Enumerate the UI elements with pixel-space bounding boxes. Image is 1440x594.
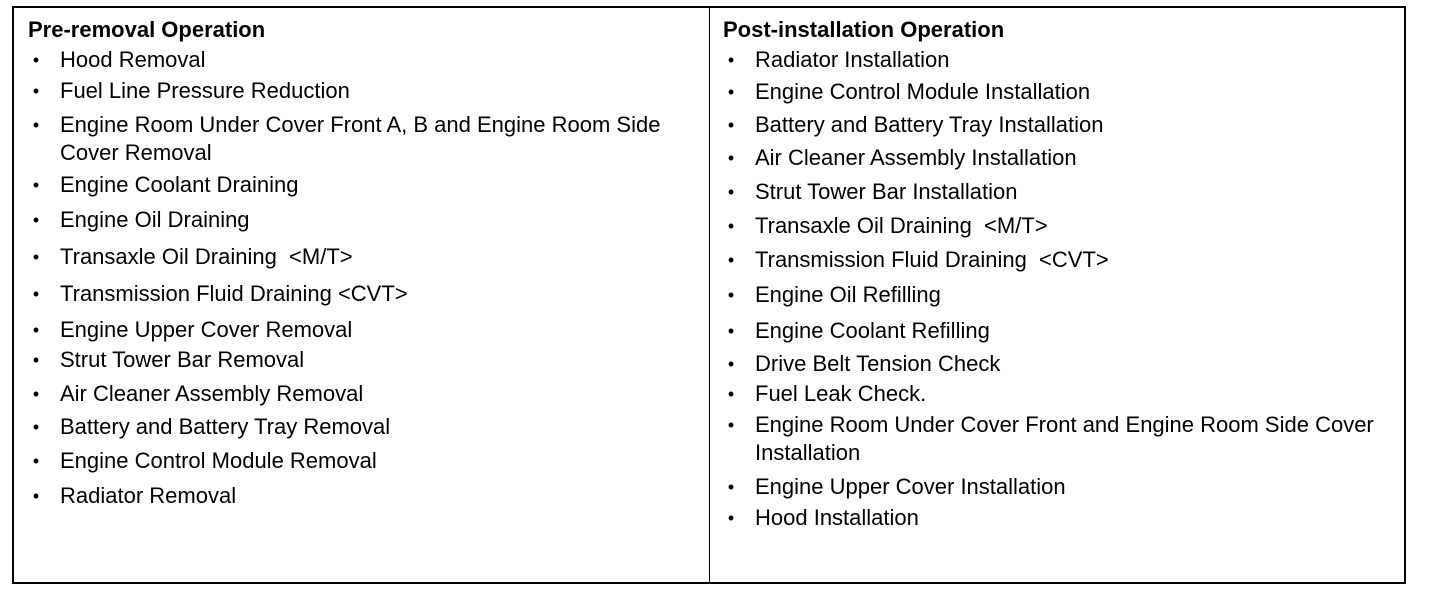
list-item: [32, 346, 700, 374]
list-item-label: Radiator Installation: [755, 47, 950, 72]
list-item: [32, 316, 700, 344]
list-item: [727, 411, 1395, 467]
list-item-label: Engine Coolant Refilling: [755, 318, 990, 343]
bullet-icon: •: [32, 417, 40, 437]
bullet-icon: •: [32, 115, 40, 135]
list-item: [32, 77, 700, 105]
bullet-icon: •: [32, 210, 40, 230]
list-item: [727, 144, 1395, 172]
list-item-label: Transmission Fluid Draining <CVT>: [755, 247, 1109, 272]
bullet-icon: •: [727, 115, 735, 135]
bullet-icon: •: [727, 354, 735, 374]
list-item: [32, 46, 700, 74]
bullet-icon: •: [32, 350, 40, 370]
bullet-icon: •: [32, 247, 40, 267]
list-item-label: Fuel Line Pressure Reduction: [60, 78, 350, 103]
bullet-icon: •: [32, 320, 40, 340]
list-item: [727, 46, 1395, 74]
bullet-icon: •: [727, 508, 735, 528]
bullet-icon: •: [727, 477, 735, 497]
list-item-label: Transaxle Oil Draining <M/T>: [755, 213, 1048, 238]
list-item-label: Engine Control Module Installation: [755, 79, 1091, 104]
list-item: [727, 504, 1395, 532]
list-item: [727, 350, 1395, 378]
list-item-label: Air Cleaner Assembly Installation: [755, 145, 1077, 170]
list-item-label: Air Cleaner Assembly Removal: [60, 381, 364, 406]
list-item: [727, 281, 1395, 309]
bullet-icon: •: [32, 384, 40, 404]
list-item: [32, 280, 700, 308]
list-item-label: Strut Tower Bar Removal: [60, 347, 305, 372]
list-item: [32, 206, 700, 234]
bullet-icon: •: [32, 175, 40, 195]
list-item: [32, 447, 700, 475]
bullet-icon: •: [727, 182, 735, 202]
bullet-icon: •: [727, 216, 735, 236]
list-item: [32, 482, 700, 510]
list-item-label: Engine Room Under Cover Front A, B and Engine Room Side Cover Removal: [60, 112, 661, 165]
list-item-label: Transmission Fluid Draining <CVT>: [60, 281, 408, 306]
list-item-label: Engine Oil Draining: [60, 207, 250, 232]
list-item-label: Fuel Leak Check.: [755, 381, 927, 406]
list-item: [727, 178, 1395, 206]
list-item-label: Battery and Battery Tray Installation: [755, 112, 1104, 137]
list-item: [727, 380, 1395, 408]
bullet-icon: •: [32, 50, 40, 70]
list-item-label: Engine Upper Cover Removal: [60, 317, 353, 342]
list-item-label: Hood Removal: [60, 47, 206, 72]
bullet-icon: •: [32, 451, 40, 471]
bullet-icon: •: [727, 82, 735, 102]
bullet-icon: •: [32, 486, 40, 506]
list-item-label: Strut Tower Bar Installation: [755, 179, 1018, 204]
list-item: [727, 212, 1395, 240]
list-item: [32, 111, 700, 167]
bullet-icon: •: [727, 415, 735, 435]
list-item-label: Battery and Battery Tray Removal: [60, 414, 391, 439]
list-item: [727, 246, 1395, 274]
bullet-icon: •: [727, 148, 735, 168]
list-item-label: Hood Installation: [755, 505, 919, 530]
list-item-label: Radiator Removal: [60, 483, 237, 508]
pre-removal-title: Pre-removal Operation: [28, 17, 266, 42]
list-item: [727, 317, 1395, 345]
list-item: [727, 473, 1395, 501]
bullet-icon: •: [727, 285, 735, 305]
bullet-icon: •: [727, 250, 735, 270]
list-item: [32, 171, 700, 199]
list-item-label: Engine Room Under Cover Front and Engine Room Side Cover Installation: [755, 412, 1374, 465]
list-item: [32, 413, 700, 441]
bullet-icon: •: [727, 384, 735, 404]
list-item: [727, 78, 1395, 106]
list-item-label: Engine Oil Refilling: [755, 282, 941, 307]
list-item-label: Transaxle Oil Draining <M/T>: [60, 244, 353, 269]
post-installation-column: [710, 8, 1404, 582]
list-item: [32, 243, 700, 271]
list-item: [32, 380, 700, 408]
list-item-label: Engine Upper Cover Installation: [755, 474, 1066, 499]
list-item-label: Engine Coolant Draining: [60, 172, 299, 197]
bullet-icon: •: [727, 50, 735, 70]
list-item-label: Drive Belt Tension Check: [755, 351, 1001, 376]
pre-removal-column: [14, 8, 710, 582]
post-installation-title: Post-installation Operation: [723, 17, 1005, 42]
bullet-icon: •: [32, 284, 40, 304]
list-item: [727, 111, 1395, 139]
bullet-icon: •: [32, 81, 40, 101]
operations-table: [12, 6, 1406, 584]
bullet-icon: •: [727, 321, 735, 341]
list-item-label: Engine Control Module Removal: [60, 448, 377, 473]
